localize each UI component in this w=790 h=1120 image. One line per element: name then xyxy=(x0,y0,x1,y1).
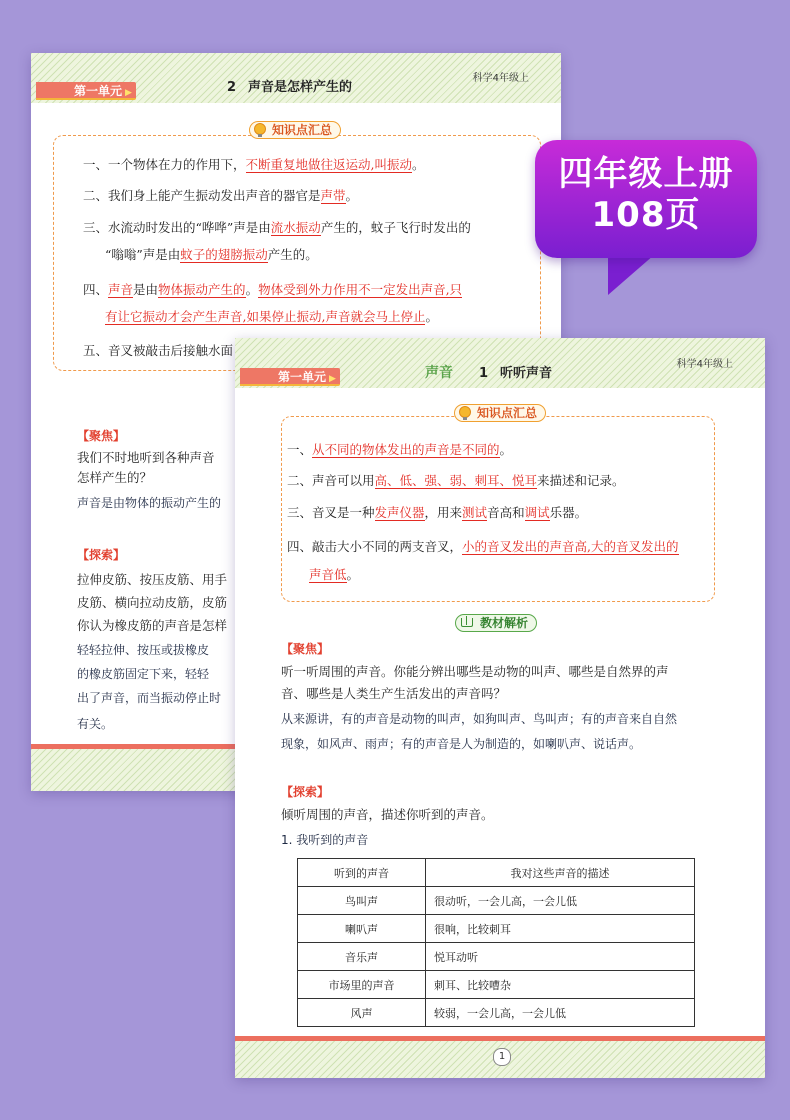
knowledge-line: 二、我们身上能产生振动发出声音的器官是声带。 xyxy=(83,188,359,203)
promo-bubble xyxy=(535,140,757,258)
table-row xyxy=(298,887,695,915)
unit-tab-label: 第一单元 xyxy=(74,84,123,98)
lesson-number: 1 xyxy=(479,366,489,381)
focus-tag: 【聚焦】 xyxy=(77,429,126,443)
bubble-line-2: 108页 xyxy=(591,195,701,235)
textbook-analysis-badge xyxy=(455,614,537,632)
knowledge-badge xyxy=(454,404,546,422)
bubble-tail xyxy=(608,255,654,295)
table-cell: 鸟叫声 xyxy=(298,887,426,915)
lightbulb-icon xyxy=(254,123,266,135)
knowledge-line: 三、水流动时发出的“哗哗”声是由流水振动产生的，蚊子飞行时发出的 xyxy=(83,220,471,235)
knowledge-line: 一、一个物体在力的作用下，不断重复地做往返运动,叫振动。 xyxy=(83,157,425,172)
lightbulb-icon xyxy=(459,406,471,418)
knowledge-line: 四、敲击大小不同的两支音叉，小的音叉发出的声音高,大的音叉发出的 xyxy=(287,539,679,554)
sounds-table xyxy=(297,858,695,1027)
triangle-arrow-icon: ▶ xyxy=(125,88,132,98)
table-cell: 悦耳动听 xyxy=(426,943,695,971)
table-cell: 刺耳、比较嘈杂 xyxy=(426,971,695,999)
triangle-arrow-icon: ▶ xyxy=(329,374,336,384)
explore-tag: 【探索】 xyxy=(281,785,330,799)
lesson-title xyxy=(425,362,552,382)
table-cell: 市场里的声音 xyxy=(298,971,426,999)
knowledge-line: 二、声音可以用高、低、强、弱、刺耳、悦耳来描述和记录。 xyxy=(287,473,625,488)
grade-label: 科学4年级上 xyxy=(472,73,529,84)
unit-tab-label: 第一单元 xyxy=(278,370,327,384)
table-cell: 喇叭声 xyxy=(298,915,426,943)
badge-label: 知识点汇总 xyxy=(477,406,538,420)
table-row xyxy=(298,915,695,943)
explore-line: 拉伸皮筋、按压皮筋、用手 xyxy=(77,572,228,587)
unit-tab xyxy=(36,82,136,100)
topic-label: 声音 xyxy=(425,365,453,381)
lesson-title-text: 声音是怎样产生的 xyxy=(248,80,353,95)
knowledge-line: 三、音叉是一种发声仪器，用来测试音高和调试乐器。 xyxy=(287,505,588,520)
table-cell: 很响，比较刺耳 xyxy=(426,915,695,943)
table-header: 我对这些声音的描述 xyxy=(426,859,695,887)
explore-line: 你认为橡皮筋的声音是怎样 xyxy=(77,618,228,633)
explore-line: 皮筋、横向拉动皮筋，皮筋 xyxy=(77,595,228,610)
knowledge-line: 有让它振动才会产生声音,如果停止振动,声音就会马上停止。 xyxy=(105,309,438,324)
table-header-row xyxy=(298,859,695,887)
explore-tag: 【探索】 xyxy=(77,548,126,562)
explore-line: 轻轻拉伸、按压或拔橡皮 xyxy=(77,643,210,657)
lesson-title xyxy=(227,76,352,95)
explore-line: 出了声音，而当振动停止时 xyxy=(77,691,222,705)
unit-tab xyxy=(240,368,340,386)
page-number: 1 xyxy=(493,1048,511,1066)
table-row xyxy=(298,943,695,971)
knowledge-line: “嗡嗡”声是由蚊子的翅膀振动产生的。 xyxy=(105,247,318,262)
focus-answer: 现象，如风声、雨声；有的声音是人为制造的，如喇叭声、说话声。 xyxy=(281,737,642,751)
badge-label: 教材解析 xyxy=(480,616,529,630)
bubble-line-1: 四年级上册 xyxy=(558,154,734,194)
focus-tag: 【聚焦】 xyxy=(281,642,330,656)
focus-line: 怎样产生的？ xyxy=(77,470,153,485)
explore-question: 倾听周围的声音，描述你听到的声音。 xyxy=(281,807,494,822)
focus-question: 音、哪些是人类生产生活发出的声音吗？ xyxy=(281,686,507,701)
table-cell: 很动听，一会儿高，一会儿低 xyxy=(426,887,695,915)
explore-subheading: 1. 我听到的声音 xyxy=(281,833,369,847)
explore-line: 有关。 xyxy=(77,717,114,731)
focus-answer: 声音是由物体的振动产生的 xyxy=(77,496,222,510)
table-header: 听到的声音 xyxy=(298,859,426,887)
knowledge-line: 声音低。 xyxy=(309,567,360,582)
knowledge-badge xyxy=(249,121,341,139)
explore-line: 的橡皮筋固定下来，轻轻 xyxy=(77,667,210,681)
focus-line: 我们不时地听到各种声音 xyxy=(77,450,215,465)
table-cell: 较弱，一会儿高，一会儿低 xyxy=(426,999,695,1027)
knowledge-line: 一、从不同的物体发出的声音是不同的。 xyxy=(287,442,513,457)
focus-question: 听一听周围的声音。你能分辨出哪些是动物的叫声、哪些是自然界的声 xyxy=(281,664,669,679)
front-page xyxy=(235,338,765,1078)
lesson-number: 2 xyxy=(227,80,237,95)
focus-answer: 从来源讲，有的声音是动物的叫声，如狗叫声、鸟叫声；有的声音来自自然 xyxy=(281,712,678,726)
knowledge-line: 五、音叉被敲击后接触水面 xyxy=(83,343,234,358)
knowledge-line: 四、声音是由物体振动产生的。物体受到外力作用不一定发出声音,只 xyxy=(83,282,463,297)
table-row xyxy=(298,999,695,1027)
grade-label: 科学4年级上 xyxy=(676,359,733,370)
table-cell: 音乐声 xyxy=(298,943,426,971)
table-cell: 风声 xyxy=(298,999,426,1027)
lesson-title-text: 听听声音 xyxy=(500,366,553,381)
table-row xyxy=(298,971,695,999)
badge-label: 知识点汇总 xyxy=(272,123,333,137)
open-book-icon xyxy=(461,618,473,627)
